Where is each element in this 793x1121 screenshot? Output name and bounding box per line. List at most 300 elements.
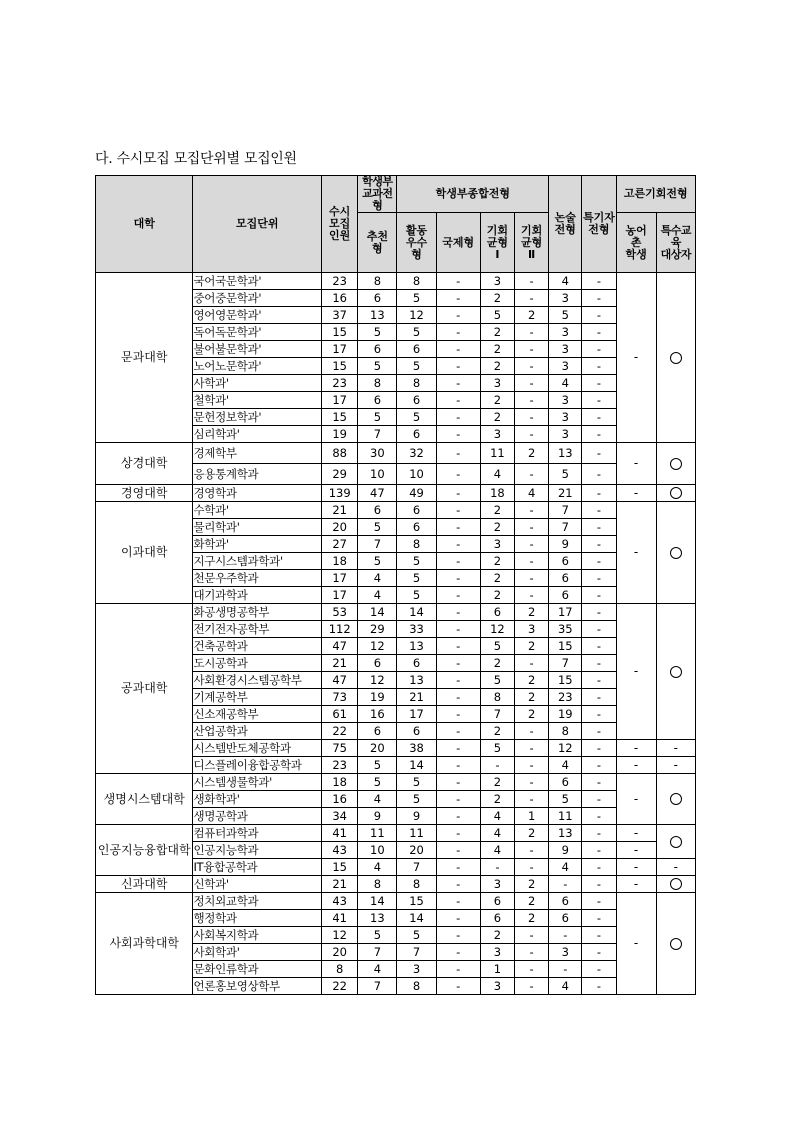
cell-rural: - [616,443,656,485]
unit-name: 철학과' [193,392,322,409]
circle-mark-icon [670,352,682,364]
cell-rural: - [616,825,656,842]
cell-international: - [436,740,480,757]
cell-activity: 14 [397,604,436,621]
unit-name: 전기전자공학부 [193,621,322,638]
cell-recommend: 5 [358,774,397,791]
cell-activity: 7 [397,944,436,961]
unit-name: 디스플레이융합공학과 [193,757,322,774]
header-rural [616,213,656,273]
cell-recommend: 20 [358,740,397,757]
cell-international: - [436,944,480,961]
cell-equal1: 4 [480,464,514,485]
cell-recommend: 6 [358,341,397,358]
cell-activity: 13 [397,638,436,655]
cell-total: 22 [322,723,358,740]
cell-essay: 4 [549,859,582,876]
cell-equal1: 12 [480,621,514,638]
cell-international: - [436,689,480,706]
cell-equal1: 4 [480,842,514,859]
cell-special: - [582,842,616,859]
unit-name: 사회학과' [193,944,322,961]
cell-rural: - [616,842,656,859]
cell-international: - [436,859,480,876]
cell-essay: 23 [549,689,582,706]
table-row [96,876,696,893]
cell-international: - [436,706,480,723]
cell-activity: 14 [397,757,436,774]
cell-special: - [582,502,616,519]
unit-name: 응용통계학과 [193,464,322,485]
cell-recommend: 8 [358,375,397,392]
unit-name: 국어국문학과' [193,273,322,290]
cell-total: 8 [322,961,358,978]
circle-mark-icon [670,547,682,559]
cell-activity: 8 [397,978,436,995]
cell-special: - [582,621,616,638]
cell-total: 29 [322,464,358,485]
cell-activity: 10 [397,464,436,485]
cell-total: 112 [322,621,358,638]
cell-international: - [436,638,480,655]
cell-activity: 6 [397,502,436,519]
cell-special: - [582,358,616,375]
cell-recommend: 14 [358,893,397,910]
cell-activity: 5 [397,587,436,604]
cell-equal1: 2 [480,409,514,426]
cell-equal1: 11 [480,443,514,464]
cell-essay: 3 [549,392,582,409]
cell-essay: 9 [549,536,582,553]
cell-special: - [582,553,616,570]
unit-name: 신학과' [193,876,322,893]
cell-special-ed: - [656,740,695,757]
header-total-text: 수시 모집 인원 [329,205,351,243]
cell-special: - [582,536,616,553]
cell-international: - [436,426,480,443]
cell-equal1: 5 [480,740,514,757]
cell-special: - [582,307,616,324]
cell-recommend: 19 [358,689,397,706]
cell-special: - [582,464,616,485]
cell-essay: 7 [549,502,582,519]
table-row [96,893,696,910]
univ-name: 사회과학대학 [96,893,193,995]
cell-total: 15 [322,324,358,341]
unit-name: 화학과' [193,536,322,553]
unit-name: 경영학과 [193,485,322,502]
table-body [96,273,696,995]
cell-special: - [582,426,616,443]
cell-equal1: 5 [480,638,514,655]
cell-international: - [436,273,480,290]
cell-activity: 5 [397,409,436,426]
table-row [96,485,696,502]
cell-total: 75 [322,740,358,757]
cell-total: 18 [322,553,358,570]
cell-international: - [436,375,480,392]
cell-recommend: 29 [358,621,397,638]
cell-recommend: 5 [358,553,397,570]
cell-rural: - [616,502,656,604]
unit-name: 대기과학과 [193,587,322,604]
cell-equal2: - [515,740,549,757]
cell-international: - [436,893,480,910]
unit-name: 불어불문학과' [193,341,322,358]
cell-special: - [582,978,616,995]
cell-rural: - [616,757,656,774]
cell-rural: - [616,740,656,757]
cell-total: 53 [322,604,358,621]
header-special [582,176,616,273]
cell-activity: 6 [397,392,436,409]
cell-special: - [582,876,616,893]
cell-equal2: 2 [515,825,549,842]
cell-special: - [582,706,616,723]
header-recommend-text: 추천 형 [366,229,388,255]
cell-equal1: 5 [480,672,514,689]
cell-recommend: 4 [358,859,397,876]
cell-total: 27 [322,536,358,553]
cell-activity: 3 [397,961,436,978]
cell-international: - [436,341,480,358]
cell-essay: 15 [549,638,582,655]
cell-special: - [582,961,616,978]
cell-activity: 6 [397,341,436,358]
unit-name: 인공지능학과 [193,842,322,859]
cell-international: - [436,464,480,485]
header-total [322,176,358,273]
unit-name: IT융합공학과 [193,859,322,876]
unit-name: 생명공학과 [193,808,322,825]
cell-equal2: - [515,536,549,553]
cell-rural: - [616,893,656,995]
cell-recommend: 4 [358,791,397,808]
cell-essay: 3 [549,409,582,426]
cell-recommend: 12 [358,638,397,655]
cell-equal1: 2 [480,791,514,808]
cell-recommend: 6 [358,655,397,672]
header-activity-text: 활동 우수 형 [405,223,428,261]
unit-name: 컴퓨터과학과 [193,825,322,842]
cell-recommend: 7 [358,978,397,995]
cell-international: - [436,290,480,307]
cell-total: 21 [322,876,358,893]
cell-total: 17 [322,341,358,358]
header-special-ed [656,213,695,273]
unit-name: 시스템생물학과' [193,774,322,791]
univ-name: 경영대학 [96,485,193,502]
cell-special: - [582,740,616,757]
cell-total: 15 [322,859,358,876]
cell-special: - [582,859,616,876]
cell-special: - [582,638,616,655]
cell-recommend: 4 [358,961,397,978]
cell-activity: 11 [397,825,436,842]
header-comprehensive: 학생부종합전형 [397,176,549,213]
cell-equal2: 2 [515,876,549,893]
cell-total: 17 [322,587,358,604]
cell-international: - [436,570,480,587]
circle-mark-icon [670,938,682,950]
cell-essay: 3 [549,324,582,341]
cell-recommend: 9 [358,808,397,825]
cell-international: - [436,723,480,740]
cell-special-ed [656,485,695,502]
cell-activity: 33 [397,621,436,638]
cell-international: - [436,307,480,324]
cell-recommend: 5 [358,409,397,426]
cell-activity: 5 [397,791,436,808]
cell-total: 18 [322,774,358,791]
cell-equal2: 2 [515,893,549,910]
circle-mark-icon [670,793,682,805]
cell-activity: 9 [397,808,436,825]
cell-activity: 6 [397,519,436,536]
cell-activity: 5 [397,324,436,341]
cell-special: - [582,825,616,842]
cell-special-ed [656,774,695,825]
cell-essay: 6 [549,774,582,791]
cell-essay: 13 [549,443,582,464]
cell-special: - [582,689,616,706]
cell-equal1: 18 [480,485,514,502]
cell-total: 16 [322,290,358,307]
cell-total: 23 [322,757,358,774]
header-special-ed-text: 특수교육 대상자 [660,223,692,261]
cell-international: - [436,825,480,842]
cell-equal1: 6 [480,604,514,621]
cell-special: - [582,927,616,944]
cell-recommend: 4 [358,587,397,604]
admission-quota-table [95,175,696,995]
cell-recommend: 11 [358,825,397,842]
table-row [96,443,696,464]
cell-special-ed: - [656,859,695,876]
cell-equal2: - [515,341,549,358]
cell-equal1: 2 [480,927,514,944]
cell-equal1: 8 [480,689,514,706]
cell-total: 47 [322,672,358,689]
cell-recommend: 5 [358,927,397,944]
cell-equal2: 2 [515,638,549,655]
cell-total: 15 [322,358,358,375]
univ-name: 인공지능융합대학 [96,825,193,876]
cell-equal2: - [515,774,549,791]
cell-equal1: 3 [480,978,514,995]
cell-essay: 5 [549,464,582,485]
unit-name: 독어독문학과' [193,324,322,341]
cell-equal2: - [515,570,549,587]
cell-equal2: - [515,978,549,995]
cell-activity: 6 [397,426,436,443]
cell-equal2: 1 [515,808,549,825]
cell-essay: 5 [549,307,582,324]
header-equal2 [515,213,549,273]
cell-essay: 3 [549,944,582,961]
cell-recommend: 5 [358,519,397,536]
cell-equal2: 2 [515,672,549,689]
cell-essay: 11 [549,808,582,825]
cell-international: - [436,842,480,859]
cell-recommend: 13 [358,910,397,927]
cell-special: - [582,375,616,392]
cell-special: - [582,409,616,426]
unit-name: 지구시스템과학과' [193,553,322,570]
unit-name: 수학과' [193,502,322,519]
circle-mark-icon [670,487,682,499]
cell-special: - [582,587,616,604]
cell-activity: 21 [397,689,436,706]
unit-name: 정치외교학과 [193,893,322,910]
unit-name: 사학과' [193,375,322,392]
cell-international: - [436,910,480,927]
unit-name: 심리학과' [193,426,322,443]
cell-equal1: 7 [480,706,514,723]
table-row [96,825,696,842]
cell-equal1: - [480,859,514,876]
cell-recommend: 4 [358,570,397,587]
univ-name: 상경대학 [96,443,193,485]
cell-special: - [582,808,616,825]
cell-activity: 5 [397,290,436,307]
cell-equal2: - [515,553,549,570]
cell-total: 16 [322,791,358,808]
cell-essay: 35 [549,621,582,638]
cell-special: - [582,443,616,464]
cell-special-ed [656,876,695,893]
cell-activity: 49 [397,485,436,502]
cell-international: - [436,774,480,791]
cell-equal2: - [515,392,549,409]
cell-equal2: - [515,927,549,944]
cell-international: - [436,927,480,944]
cell-equal1: 2 [480,655,514,672]
cell-equal2: - [515,324,549,341]
cell-special: - [582,791,616,808]
cell-essay: 7 [549,519,582,536]
header-essay-text: 논술 전형 [554,211,576,237]
header-student-record-subject-text: 학생부 교과전형 [362,175,393,213]
cell-essay: 17 [549,604,582,621]
cell-equal2: - [515,358,549,375]
header-international: 국제형 [436,213,480,273]
cell-international: - [436,324,480,341]
cell-activity: 17 [397,706,436,723]
cell-equal2: - [515,375,549,392]
cell-total: 12 [322,927,358,944]
cell-international: - [436,536,480,553]
unit-name: 문헌정보학과' [193,409,322,426]
cell-essay: 4 [549,757,582,774]
cell-equal1: 2 [480,358,514,375]
cell-international: - [436,655,480,672]
cell-activity: 15 [397,893,436,910]
cell-activity: 5 [397,774,436,791]
cell-essay: 12 [549,740,582,757]
cell-recommend: 6 [358,723,397,740]
cell-total: 61 [322,706,358,723]
cell-international: - [436,961,480,978]
unit-name: 기계공학부 [193,689,322,706]
cell-equal2: - [515,842,549,859]
cell-equal1: 2 [480,290,514,307]
cell-special: - [582,290,616,307]
cell-equal2: - [515,655,549,672]
cell-essay: 3 [549,426,582,443]
cell-equal1: - [480,757,514,774]
cell-equal2: - [515,859,549,876]
cell-special: - [582,723,616,740]
cell-special-ed [656,825,695,859]
cell-total: 19 [322,426,358,443]
cell-special: - [582,570,616,587]
table-row [96,502,696,519]
cell-international: - [436,409,480,426]
cell-activity: 38 [397,740,436,757]
cell-essay: - [549,961,582,978]
cell-recommend: 10 [358,842,397,859]
cell-equal1: 2 [480,553,514,570]
cell-international: - [436,604,480,621]
cell-essay: 3 [549,290,582,307]
cell-equal2: - [515,409,549,426]
unit-name: 천문우주학과 [193,570,322,587]
cell-total: 43 [322,893,358,910]
cell-recommend: 5 [358,358,397,375]
cell-international: - [436,672,480,689]
cell-equal2: - [515,464,549,485]
cell-equal1: 3 [480,273,514,290]
cell-special: - [582,341,616,358]
cell-activity: 5 [397,358,436,375]
cell-equal2: - [515,723,549,740]
cell-special-ed [656,893,695,995]
cell-equal1: 2 [480,519,514,536]
univ-name: 문과대학 [96,273,193,443]
cell-equal2: 2 [515,443,549,464]
cell-total: 20 [322,519,358,536]
cell-special: - [582,893,616,910]
cell-equal1: 6 [480,893,514,910]
cell-equal2: - [515,273,549,290]
unit-name: 건축공학과 [193,638,322,655]
cell-recommend: 5 [358,324,397,341]
cell-international: - [436,519,480,536]
cell-essay: 5 [549,791,582,808]
cell-essay: 4 [549,375,582,392]
cell-total: 41 [322,910,358,927]
cell-international: - [436,876,480,893]
cell-recommend: 8 [358,876,397,893]
cell-essay: 4 [549,273,582,290]
cell-essay: 3 [549,341,582,358]
cell-essay: - [549,876,582,893]
cell-equal1: 2 [480,570,514,587]
unit-name: 행정학과 [193,910,322,927]
cell-special: - [582,757,616,774]
cell-international: - [436,587,480,604]
cell-essay: 8 [549,723,582,740]
cell-recommend: 47 [358,485,397,502]
cell-international: - [436,791,480,808]
cell-equal2: 4 [515,485,549,502]
cell-special: - [582,485,616,502]
cell-activity: 5 [397,570,436,587]
cell-equal2: - [515,961,549,978]
cell-total: 22 [322,978,358,995]
cell-equal2: - [515,791,549,808]
